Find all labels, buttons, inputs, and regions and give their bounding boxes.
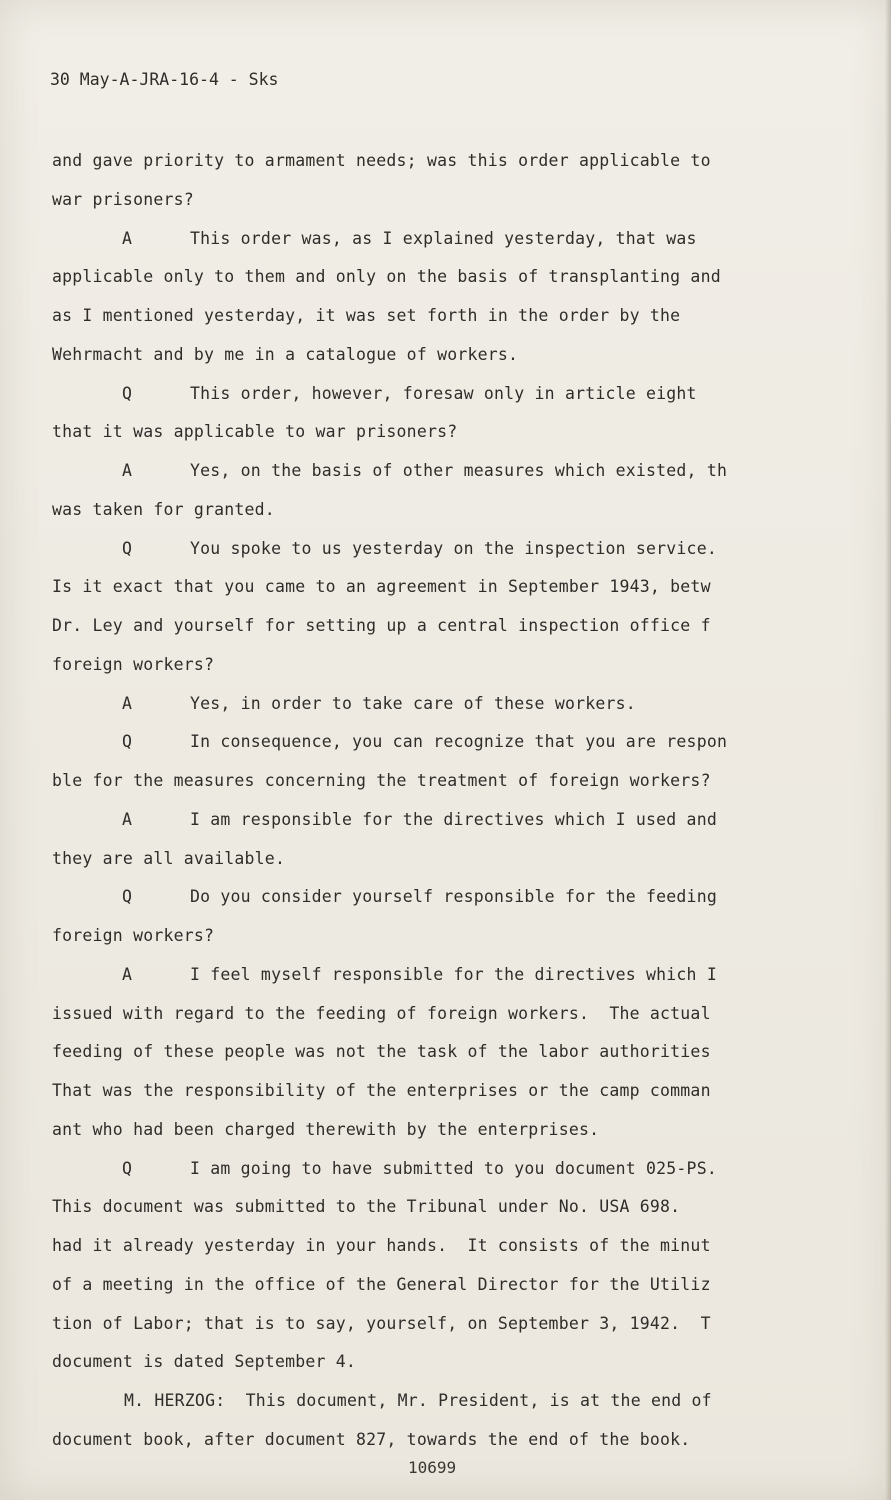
transcript-line <box>0 1192 891 1222</box>
transcript-line <box>0 650 891 680</box>
page-number: 10699 <box>408 1458 457 1477</box>
line-text: foreign workers? <box>52 926 215 945</box>
transcript-line <box>0 999 891 1029</box>
line-text: This order, however, foresaw only in article eight <box>190 383 697 403</box>
transcript-line <box>0 379 891 409</box>
transcript-line <box>0 1115 891 1145</box>
line-text: as I mentioned yesterday, it was set forth in the order by the <box>52 306 681 325</box>
transcript-line <box>0 1037 891 1067</box>
line-text: Dr. Ley and yourself for setting up a central inspection office f <box>52 616 711 635</box>
speaker-label: A <box>122 461 133 480</box>
speaker-label: Q <box>122 538 133 558</box>
transcript-line <box>0 689 891 719</box>
document-reference: 30 May-A-JRA-16-4 - Sks <box>50 70 279 89</box>
line-text: had it already yesterday in your hands. It consists of the minut <box>52 1236 711 1255</box>
transcript-line <box>0 1076 891 1106</box>
transcript-line <box>0 456 891 486</box>
speaker-label: Q <box>122 887 133 907</box>
transcript-line <box>0 921 891 951</box>
line-text: I am going to have submitted to you document 025-PS. <box>190 1158 717 1178</box>
line-text: was taken for granted. <box>52 499 275 519</box>
speaker-label: Q <box>122 383 133 403</box>
transcript-line <box>0 572 891 602</box>
line-text: Do you consider yourself responsible for the feeding <box>190 887 717 907</box>
transcript-line <box>0 146 891 176</box>
line-text: In consequence, you can recognize that you are respon <box>190 732 728 752</box>
line-text: I am responsible for the directives which I used and <box>190 809 717 829</box>
transcript-line <box>0 417 891 447</box>
line-text: Yes, on the basis of other measures which existed, th <box>190 461 728 480</box>
line-text: I feel myself responsible for the directives which I <box>190 964 717 984</box>
line-text: That was the responsibility of the enterprises or the camp comman <box>52 1081 711 1100</box>
speaker-label: A <box>122 693 133 713</box>
transcript-line <box>0 882 891 912</box>
line-text: that it was applicable to war prisoners? <box>52 422 458 442</box>
transcript-line <box>0 495 891 525</box>
speaker-label: A <box>122 228 133 248</box>
transcript-line <box>0 1386 891 1416</box>
transcript-line <box>0 340 891 370</box>
line-text: You spoke to us yesterday on the inspection service. <box>190 538 717 558</box>
transcript-line <box>0 1347 891 1377</box>
line-text: This document was submitted to the Tribunal under No. USA 698. <box>52 1197 681 1217</box>
line-text: Is it exact that you came to an agreement in September 1943, betw <box>52 577 711 597</box>
transcript-line <box>0 805 891 835</box>
transcript-line <box>0 1231 891 1261</box>
transcript-line <box>0 844 891 874</box>
line-text: document book, after document 827, towards the end of the book. <box>52 1429 691 1449</box>
transcript-line <box>0 1309 891 1339</box>
line-text: and gave priority to armament needs; was this order applicable to <box>52 151 711 170</box>
line-text: they are all available. <box>52 848 286 868</box>
transcript-line <box>0 534 891 564</box>
transcript-line <box>0 960 891 990</box>
line-text: This order was, as I explained yesterday, that was <box>190 228 697 248</box>
transcript-line <box>0 301 891 331</box>
line-text: issued with regard to the feeding of foreign workers. The actual <box>52 1003 711 1023</box>
transcript-line <box>0 1154 891 1184</box>
transcript-line <box>0 262 891 292</box>
line-text: applicable only to them and only on the basis of transplanting and <box>52 267 721 287</box>
line-text: ble for the measures concerning the treatment of foreign workers? <box>52 771 711 790</box>
line-text: feeding of these people was not the task of the labor authorities <box>52 1042 711 1062</box>
transcript-line <box>0 727 891 757</box>
speaker-label: A <box>122 964 133 984</box>
line-text: document is dated September 4. <box>52 1352 357 1372</box>
transcript-line <box>0 185 891 215</box>
transcript-line <box>0 766 891 796</box>
line-text: war prisoners? <box>52 189 194 209</box>
line-text: tion of Labor; that is to say, yourself, on September 3, 1942. T <box>52 1313 711 1333</box>
line-text: Yes, in order to take care of these workers. <box>190 693 636 713</box>
line-text: Wehrmacht and by me in a catalogue of workers. <box>52 344 519 364</box>
transcript-line <box>0 1270 891 1300</box>
line-text: of a meeting in the office of the General Director for the Utiliz <box>52 1274 711 1294</box>
line-text: foreign workers? <box>52 654 215 674</box>
transcript-line <box>0 224 891 254</box>
line-text: ant who had been charged therewith by the enterprises. <box>52 1119 600 1139</box>
line-text: M. HERZOG: This document, Mr. President, is at the end of <box>124 1391 712 1410</box>
speaker-label: A <box>122 809 133 829</box>
transcript-line <box>0 1425 891 1455</box>
speaker-label: Q <box>122 732 133 752</box>
speaker-label: Q <box>122 1158 133 1178</box>
transcript-line <box>0 611 891 641</box>
